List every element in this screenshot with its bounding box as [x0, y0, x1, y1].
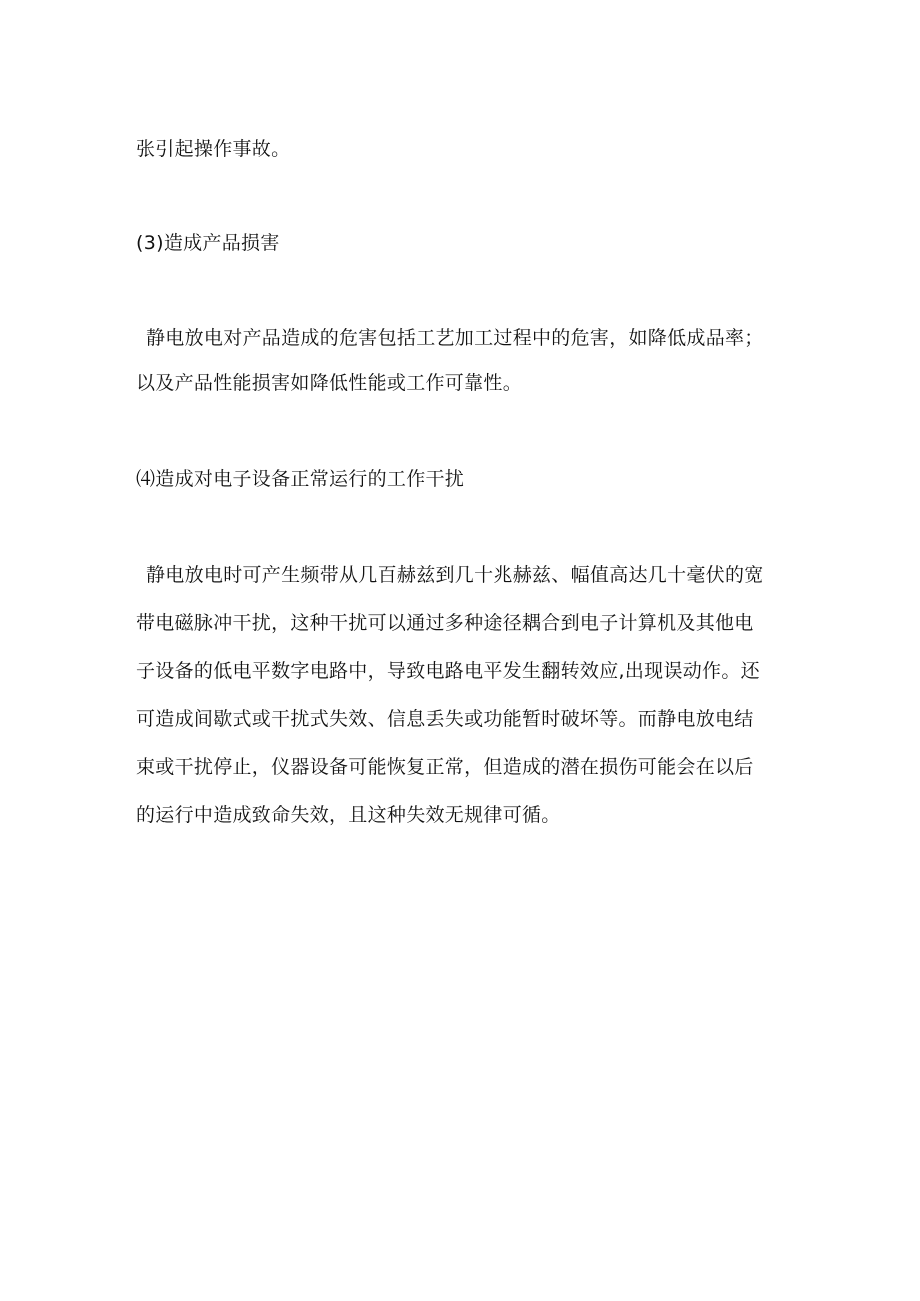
paragraph-2-line-1: 静电放电对产品造成的危害包括工艺加工过程中的危害，如降低成品率；	[146, 327, 764, 349]
paragraph-3-line-4: 可造成间歇式或干扰式失效、信息丢失或功能暂时破坏等。而静电放电结	[136, 708, 754, 730]
paragraph-3-line-1: 静电放电时可产生频带从几百赫兹到几十兆赫兹、幅值高达几十毫伏的宽	[146, 564, 764, 586]
section-heading-3: (3)造成产品损害	[136, 232, 280, 254]
paragraph-2-line-2: 以及产品性能损害如降低性能或工作可靠性。	[136, 372, 523, 394]
paragraph-3-line-6: 的运行中造成致命失效，且这种失效无规律可循。	[136, 804, 561, 826]
paragraph-1-line-1: 张引起操作事故。	[136, 138, 291, 160]
paragraph-3-line-3: 子设备的低电平数字电路中，导致电路电平发生翻转效应,出现误动作。还	[136, 660, 760, 682]
section-heading-4: ⑷造成对电子设备正常运行的工作干扰	[136, 468, 465, 490]
paragraph-3-line-2: 带电磁脉冲干扰，这种干扰可以通过多种途径耦合到电子计算机及其他电	[136, 612, 754, 634]
paragraph-3-line-5: 束或干扰停止，仪器设备可能恢复正常，但造成的潜在损伤可能会在以后	[136, 756, 754, 778]
